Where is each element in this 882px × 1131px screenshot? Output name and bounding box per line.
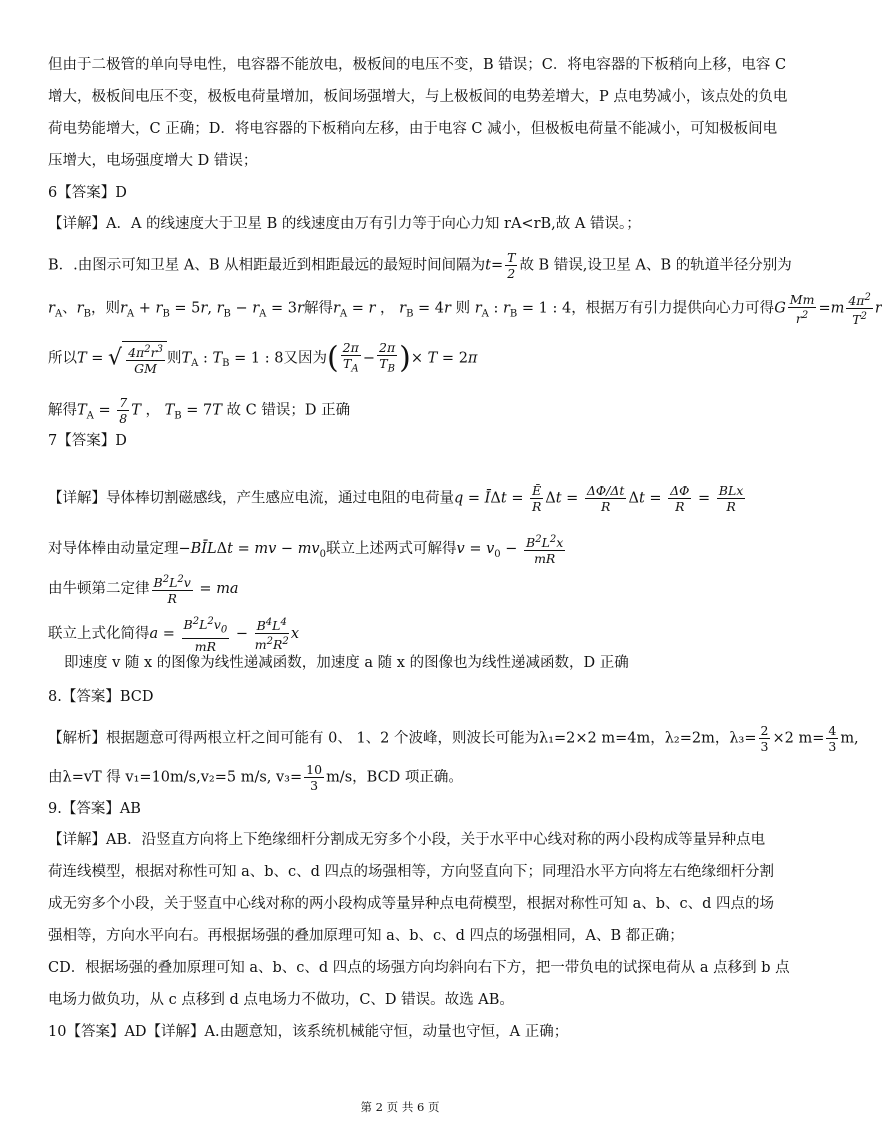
answer-heading-9: 9.【答案】AB: [48, 801, 141, 817]
page-footer: 第 2 页 共 6 页: [360, 1100, 440, 1114]
text-span: 解得: [303, 300, 333, 317]
text-line: 压增大，电场强度增大 D 错误；: [48, 153, 258, 169]
formula-line: 解得$T_A$ = $\frac{7}{8}$ T ， $T_B = 7T$ 故 C 错误；D 正确: [48, 395, 351, 426]
text-line: 但由于二极管的单向导电性，电容器不能放电，极板间的电压不变，B 错误；C．将电容器的下板稍向上移，电容 C: [48, 57, 787, 73]
text-line: 【详解】AB．沿竖直方向将上下绝缘细杆分割成无穷多个小段，关于水平中心线对称的两小段构成等量异种点电: [48, 832, 766, 848]
formula-line: 【解析】根据题意可得两根立杆之间可能有 0、 1、2 个波峰，则波长可能为λ₁=2×2 m=4m，λ₂=2m，λ₃= $\frac{2}{3}$ ×2 m= $\frac{4}{3}$ m,: [48, 723, 859, 754]
text-line: 【详解】A．A 的线速度大于卫星 B 的线速度由万有引力等于向心力知 rA<rB,故 A 错误。；: [48, 216, 641, 232]
text-span: ×2 m=: [772, 730, 825, 747]
text-span: 解得: [48, 402, 77, 419]
text-line: 荷电势能增大，C 正确；D．将电容器的下板稍向左移，由于电容 C 减小，但极板电荷量不能减小，可知极板间电: [48, 121, 778, 137]
text-span: 故 C 错误；D 正确: [226, 402, 351, 419]
formula-line: 对导体棒由动量定理−BĪLΔt = mv − $mv_0$联立上述两式可解得$v = v_0$ − $\frac{B^2L^2x}{mR}$: [48, 534, 564, 567]
formula-line: 所以T = √ $\frac{4\pi^2r^3}{GM}$ 则$T_A$ : $T_B = 1$ : 8又因为( $\frac{2\pi}{T_A}$ − $\frac{2\pi}{T_B}$ )× T = 2π: [48, 340, 478, 376]
formula-line: 由λ=vT 得 v₁=10m/s,v₂=5 m/s, v₃= $\frac{10}{3}$ m/s，BCD 项正确。: [48, 762, 463, 793]
text-line: 即速度 v 随 x 的图像为线性递减函数，加速度 a 随 x 的图像也为线性递减函数，D 正确: [64, 655, 629, 671]
formula-line: $r_A$、$r_B$，则$r_A + r_B = 5r$, $r_B - r_A = 3r$解得$r_A = r$ ， $r_B = 4r$ 则 $r_A$ : $r_B = 1$ : 4，根据万有引力提供向心力可得G $\frac{Mm}{r^2}$ =m $\frac{4\pi^2}{T^2}$ r: [48, 291, 882, 328]
formula-line: 【详解】导体棒切割磁感线，产生感应电流，通过电阻的电荷量q = ĪΔt = $\frac{Ē}{R}$ Δt = $\frac{\Delta\Phi/\Delta t}{R}$ Δt = $\frac{\Delta\Phi}{R}$ = $\frac{\text{BLx}}{R}$: [48, 483, 744, 514]
text-line: 强相等，方向水平向右。再根据场强的叠加原理可知 a、b、c、d 四点的场强相同，A、B 都正确；: [48, 928, 684, 944]
text-span: 【详解】导体棒切割磁感线，产生感应电流，通过电阻的电荷量: [48, 490, 454, 507]
text-span: 联立上述两式可解得: [326, 541, 457, 558]
answer-heading-7: 7【答案】D: [48, 433, 127, 449]
text-span: ，根据万有引力提供向心力可得: [571, 300, 775, 317]
text-span: 由牛顿第二定律: [48, 581, 150, 598]
text-line: CD．根据场强的叠加原理可知 a、b、c、d 四点的场强方向均斜向右下方，把一带负电的试探电荷从 a 点移到 b 点: [48, 960, 790, 976]
text-span: B．.由图示可知卫星 A、B 从相距最近到相距最远的最短时间间隔为: [48, 257, 486, 274]
text-span: 对导体棒由动量定理: [48, 541, 179, 558]
text-span: 故 B 错误,设卫星 A、B 的轨道半径分别为: [519, 257, 792, 274]
formula-line: 由牛顿第二定律 $\frac{B^2L^2v}{R}$ = ma: [48, 574, 239, 607]
text-line: 成无穷多个小段，关于竖直中心线对称的两小段构成等量异种点电荷模型，根据对称性可知 a、b、c、d 四点的场: [48, 896, 775, 912]
answer-heading-6: 6【答案】D: [48, 185, 127, 201]
text-span: ，则: [90, 300, 120, 317]
formula-line: B．.由图示可知卫星 A、B 从相距最近到相距最远的最短时间间隔为t= $\frac{T}{2}$ 故 B 错误,设卫星 A、B 的轨道半径分别为: [48, 250, 792, 281]
text-span: m/s，BCD 项正确。: [326, 769, 463, 786]
formula-line: 联立上式化简得a = $\frac{B^2L^2v_0}{mR}$ − $\frac{B^4L^4}{m^2R^2}$ x: [48, 616, 300, 654]
text-span: 联立上式化简得: [48, 625, 150, 642]
answer-heading-8: 8.【答案】BCD: [48, 689, 154, 705]
text-line: 电场力做负功，从 c 点移到 d 点电场力不做功，C、D 错误。故选 AB。: [48, 992, 514, 1008]
text-span: 所以: [48, 350, 77, 367]
text-line: 荷连线模型，根据对称性可知 a、b、c、d 四点的场强相等，方向竖直向下；同理沿水平方向将左右绝缘细杆分割: [48, 864, 775, 880]
text-span: 【解析】根据题意可得两根立杆之间可能有 0、 1、2 个波峰，则波长可能为λ₁=2×2 m=4m，λ₂=2m，λ₃=: [48, 730, 757, 747]
text-span: m,: [840, 730, 859, 747]
text-span: 又因为: [283, 350, 327, 367]
text-line: 增大，极板间电压不变，极板电荷量增加，板间场强增大，与上极板间的电势差增大，P 点电势减小，该点处的负电: [48, 89, 788, 105]
text-span: 由λ=vT 得 v₁=10m/s,v₂=5 m/s, v₃=: [48, 769, 303, 786]
text-span: 则: [166, 350, 182, 367]
answer-heading-10: 10【答案】AD【详解】A.由题意知，该系统机械能守恒，动量也守恒，A 正确；: [48, 1024, 569, 1040]
